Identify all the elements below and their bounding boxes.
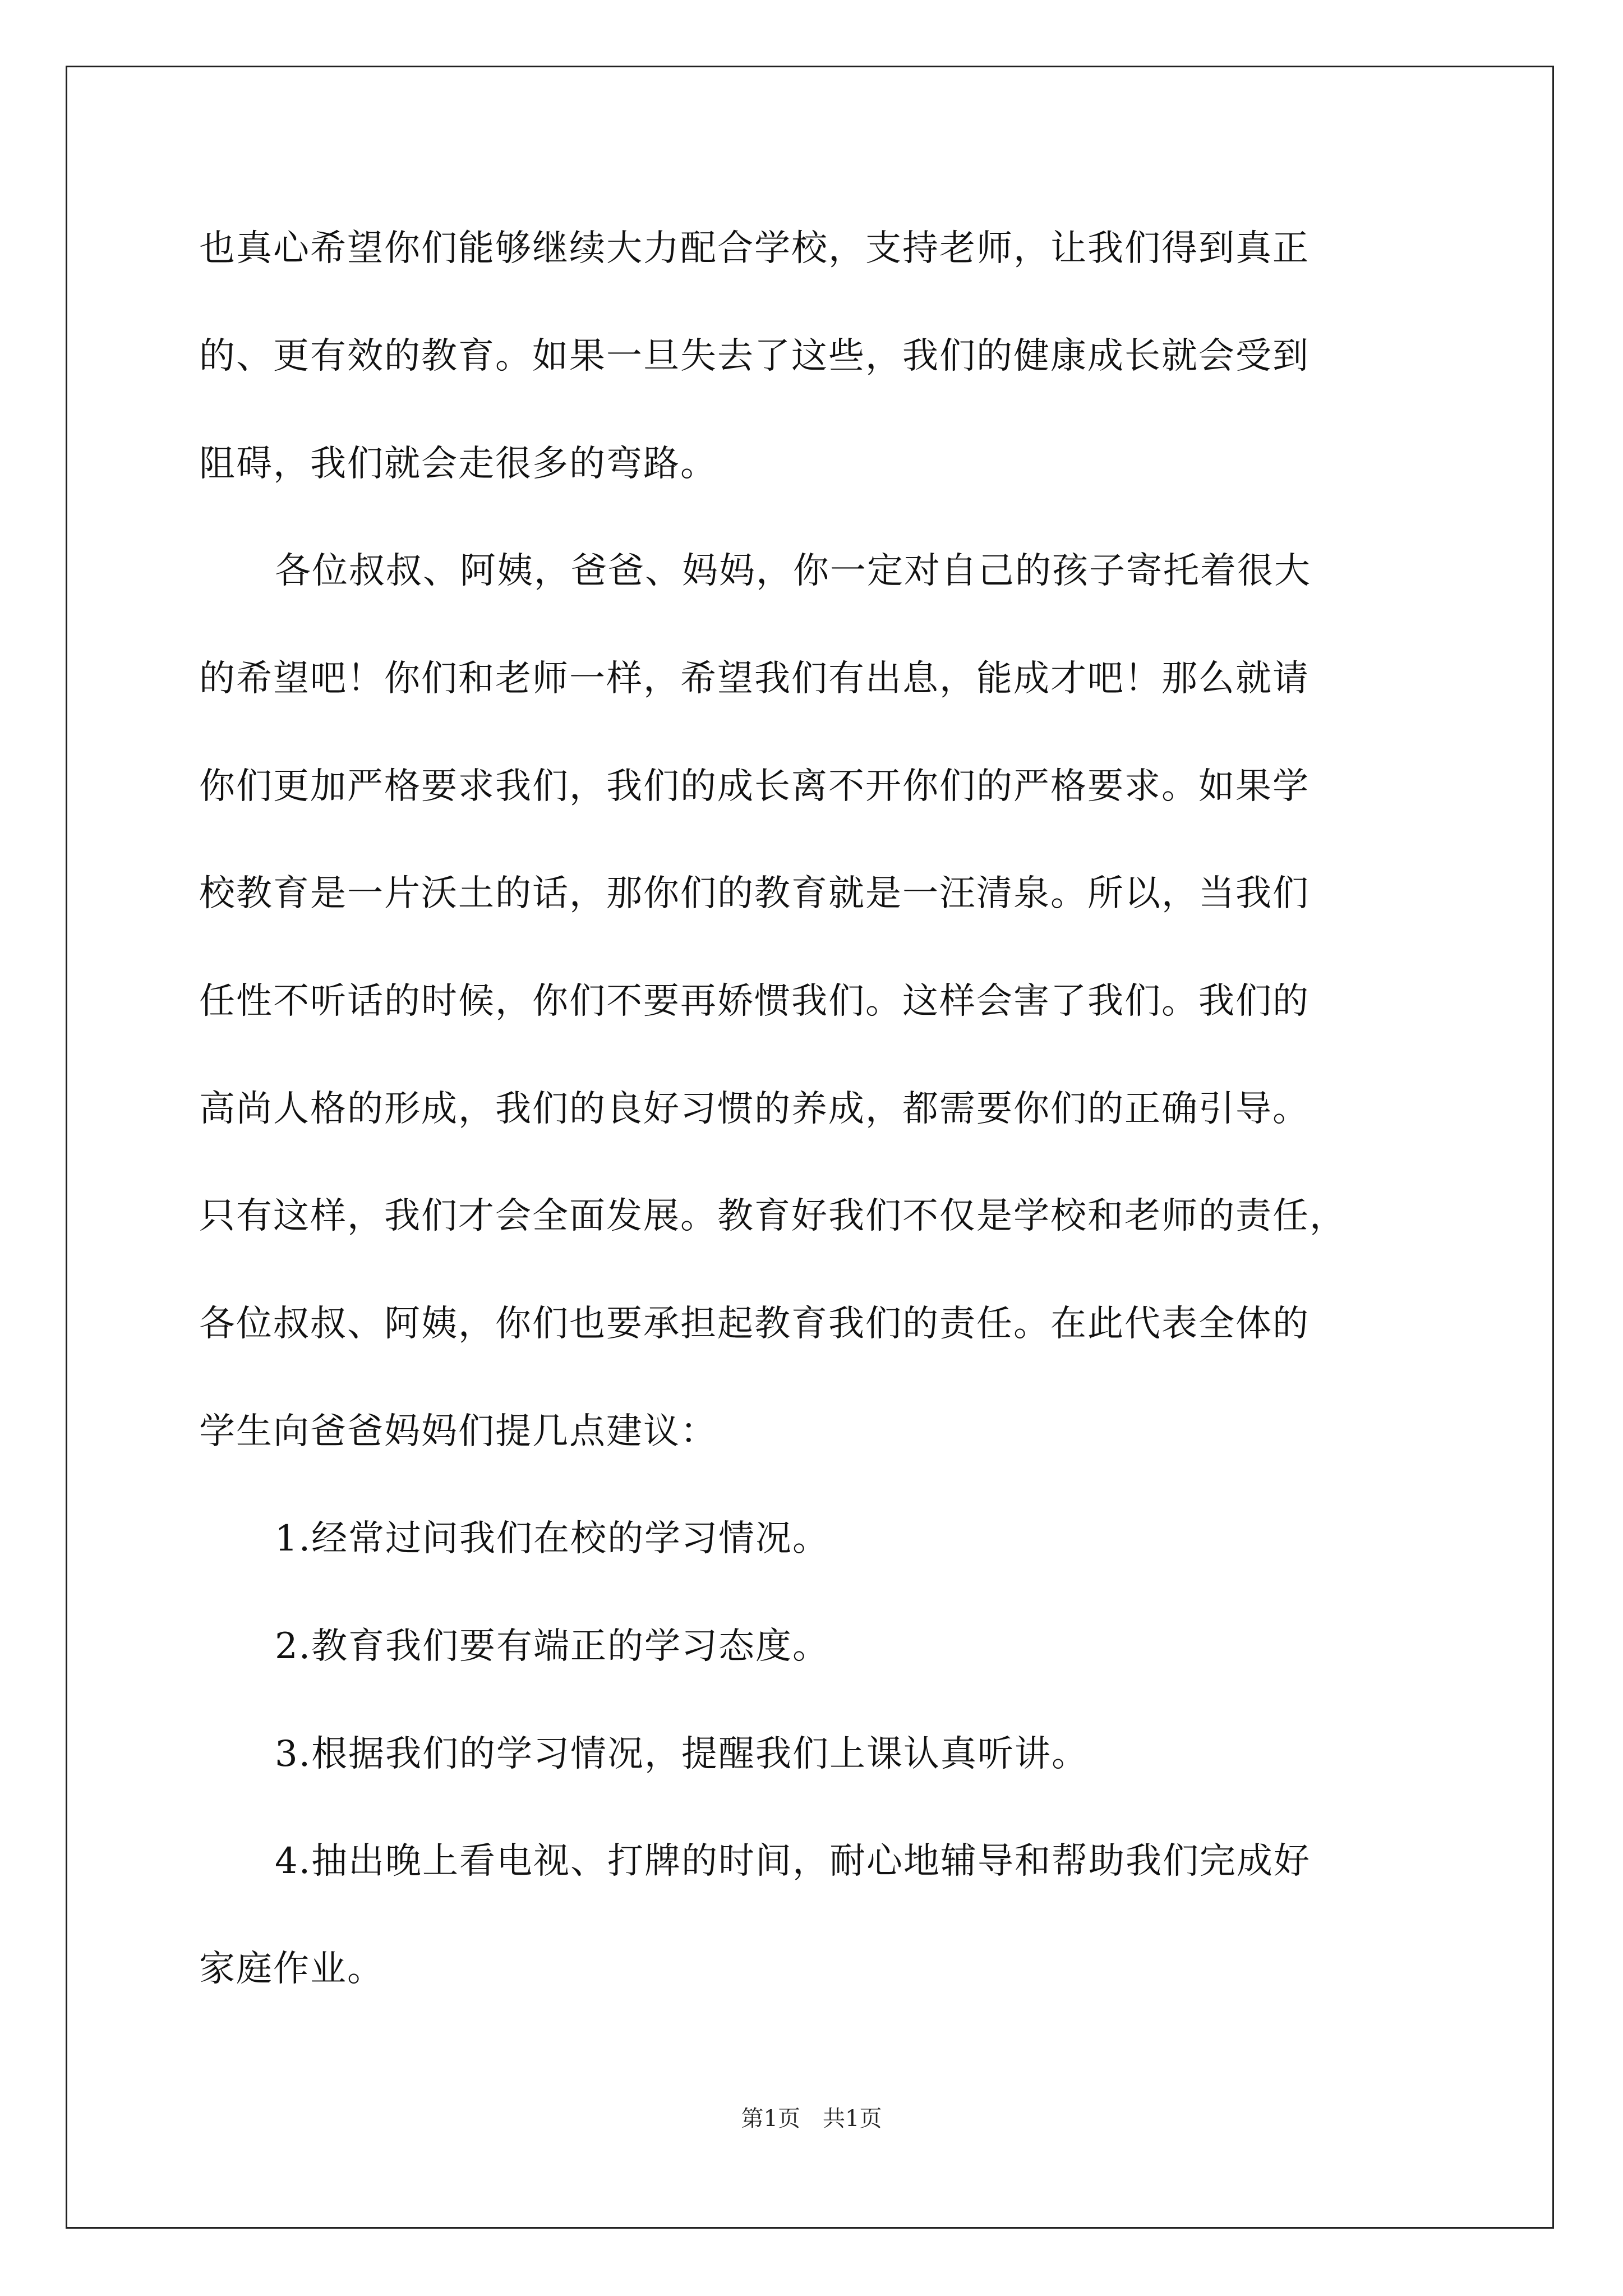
text-line: 高尚人格的形成，我们的良好习惯的养成，都需要你们的正确引导。 <box>199 1088 1310 1130</box>
list-item: 2.教育我们要有端正的学习态度。 <box>275 1626 830 1667</box>
list-item: 4.抽出晚上看电视、打牌的时间，耐心地辅导和帮助我们完成好 <box>275 1841 1311 1882</box>
text-line: 你们更加严格要求我们，我们的成长离不开你们的严格要求。如果学 <box>199 766 1310 807</box>
text-line: 家庭作业。 <box>199 1948 384 1990</box>
text-line: 的希望吧！你们和老师一样，希望我们有出息，能成才吧！那么就请 <box>199 658 1310 700</box>
text-line: 也真心希望你们能够继续大力配合学校，支持老师，让我们得到真正 <box>199 228 1310 269</box>
list-item: 1.经常过问我们在校的学习情况。 <box>275 1518 830 1559</box>
text-line: 的、更有效的教育。如果一旦失去了这些，我们的健康成长就会受到 <box>199 335 1310 377</box>
list-item: 3.根据我们的学习情况，提醒我们上课认真听讲。 <box>275 1733 1089 1775</box>
page-number: 第1页 <box>741 2106 800 2132</box>
page-footer <box>0 2105 1623 2133</box>
text-line: 只有这样，我们才会全面发展。教育好我们不仅是学校和老师的责任， <box>199 1195 1347 1237</box>
text-line: 学生向爸爸妈妈们提几点建议： <box>199 1411 717 1452</box>
text-line: 各位叔叔、阿姨，爸爸、妈妈，你一定对自己的孩子寄托着很大 <box>275 550 1311 592</box>
page-border <box>66 66 1554 2229</box>
text-line: 阻碍，我们就会走很多的弯路。 <box>199 443 717 485</box>
text-line: 各位叔叔、阿姨，你们也要承担起教育我们的责任。在此代表全体的 <box>199 1303 1310 1345</box>
text-line: 任性不听话的时候，你们不要再娇惯我们。这样会害了我们。我们的 <box>199 981 1310 1022</box>
page-total: 共1页 <box>823 2106 882 2132</box>
text-line: 校教育是一片沃土的话，那你们的教育就是一汪清泉。所以，当我们 <box>199 873 1310 914</box>
